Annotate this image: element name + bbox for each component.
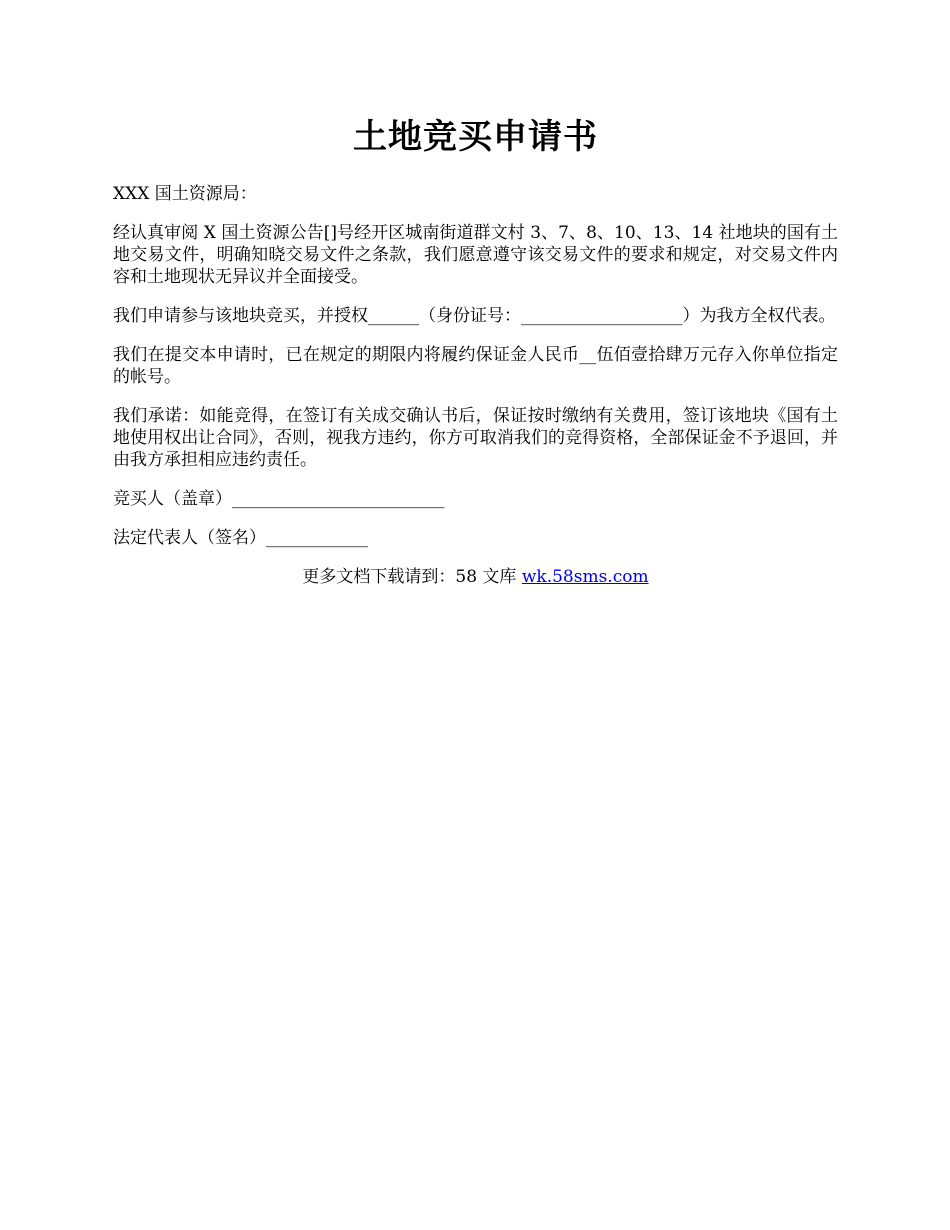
paragraph-authorization: 我们申请参与该地块竞买，并授权______（身份证号：___________________）为我方全权代表。	[113, 306, 836, 326]
footer-text: 更多文档下载请到：58 文库	[302, 567, 522, 587]
footer-download-note	[113, 566, 838, 588]
paragraph-deposit: 我们在提交本申请时，已在规定的期限内将履约保证金人民币__伍佰壹拾肆万元存入你单位指定的帐号。	[113, 345, 838, 387]
footer-link[interactable]: wk.58sms.com	[521, 567, 649, 587]
legal-representative-signature-line: 法定代表人（签名）____________	[113, 528, 368, 548]
paragraph-commitment: 我们承诺：如能竞得，在签订有关成交确认书后，保证按时缴纳有关费用，签订该地块《国有土地使用权出让合同》，否则，视我方违约，你方可取消我们的竞得资格，全部保证金不予退回，并由我方承担相应违约责任。	[113, 406, 838, 470]
salutation: XXX 国土资源局：	[113, 184, 257, 204]
document-title: 土地竞买申请书	[353, 117, 598, 157]
paragraph-review: 经认真审阅 X 国土资源公告[]号经开区城南街道群文村 3、7、8、10、13、14 社地块的国有土地交易文件，明确知晓交易文件之条款，我们愿意遵守该交易文件的要求和规定，对交易文件内容和土地现状无异议并全面接受。	[113, 223, 838, 287]
bidder-seal-line: 竞买人（盖章）_________________________	[113, 489, 445, 509]
